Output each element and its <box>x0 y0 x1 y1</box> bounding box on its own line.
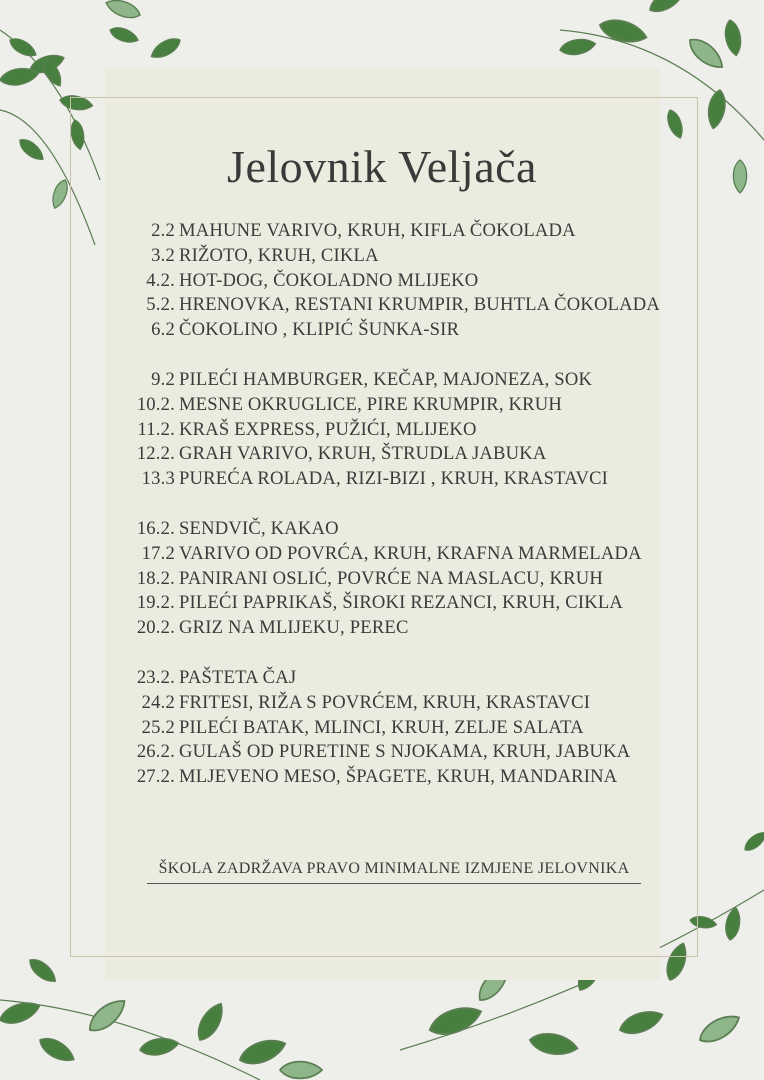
menu-dish: PAŠTETA ČAJ <box>179 666 297 688</box>
menu-dish: PUREĆA ROLADA, RIZI-BIZI , KRUH, KRASTAVCI <box>179 468 609 490</box>
menu-item <box>130 542 690 567</box>
menu-dish: VARIVO OD POVRĆA, KRUH, KRAFNA MARMELADA <box>179 542 642 564</box>
menu-date: 23.2. <box>136 666 175 688</box>
menu-item <box>130 567 690 592</box>
menu-date: 5.2. <box>146 294 175 316</box>
menu-dish: KRAŠ EXPRESS, PUŽIĆI, MLIJEKO <box>179 418 477 440</box>
menu-date: 27.2. <box>136 766 175 788</box>
menu-date: 19.2. <box>136 592 175 614</box>
menu-item <box>130 691 690 716</box>
menu-date: 6.2 <box>151 319 175 341</box>
menu-item <box>130 591 690 616</box>
menu-date: 20.2. <box>136 617 175 639</box>
menu-item <box>130 740 690 765</box>
menu-item <box>130 368 690 393</box>
menu-item <box>130 318 690 343</box>
menu-dish: HRENOVKA, RESTANI KRUMPIR, BUHTLA ČOKOLADA <box>179 294 661 316</box>
menu-date: 18.2. <box>136 567 175 589</box>
menu-date: 13.3 <box>141 468 175 490</box>
menu-item <box>130 616 690 641</box>
menu-dish: PANIRANI OSLIĆ, POVRĆE NA MASLACU, KRUH <box>179 567 603 589</box>
menu-item <box>130 293 690 318</box>
menu-date: 17.2 <box>141 542 175 564</box>
menu-dish: MAHUNE VARIVO, KRUH, KIFLA ČOKOLADA <box>179 220 576 241</box>
menu-date: 25.2 <box>141 716 175 738</box>
menu-dish: MLJEVENO MESO, ŠPAGETE, KRUH, MANDARINA <box>179 766 618 788</box>
menu-dish: FRITESI, RIŽA S POVRĆEM, KRUH, KRASTAVCI <box>179 691 591 713</box>
menu-date: 16.2. <box>136 517 175 539</box>
menu-dish: GRAH VARIVO, KRUH, ŠTRUDLA JABUKA <box>179 443 547 465</box>
menu-dish: ČOKOLINO , KLIPIĆ ŠUNKA-SIR <box>179 319 460 341</box>
menu-date: 2.2 <box>151 220 175 241</box>
menu-item <box>130 716 690 741</box>
menu-date: 11.2. <box>137 418 175 440</box>
menu-dish: PILEĆI BATAK, MLINCI, KRUH, ZELJE SALATA <box>179 716 584 738</box>
menu-item <box>130 666 690 691</box>
menu-item <box>130 467 690 492</box>
menu-item <box>130 418 690 443</box>
menu-item <box>130 269 690 294</box>
menu-dish: MESNE OKRUGLICE, PIRE KRUMPIR, KRUH <box>179 393 563 415</box>
menu-item <box>130 517 690 542</box>
menu-dish: GULAŠ OD PURETINE S NJOKAMA, KRUH, JABUKA <box>179 741 631 763</box>
menu-item <box>130 219 690 244</box>
menu-date: 12.2. <box>136 443 175 465</box>
menu-date: 9.2 <box>151 368 175 390</box>
week-1 <box>130 219 690 343</box>
menu-item <box>130 244 690 269</box>
menu-dish: HOT-DOG, ČOKOLADNO MLIJEKO <box>179 269 479 291</box>
menu-item <box>130 442 690 467</box>
menu-item <box>130 393 690 418</box>
menu-dish: PILEĆI PAPRIKAŠ, ŠIROKI REZANCI, KRUH, CIKLA <box>179 592 624 614</box>
menu-date: 4.2. <box>146 269 175 291</box>
menu-date: 10.2. <box>136 393 175 415</box>
menu-dish: SENDVIČ, KAKAO <box>179 517 339 539</box>
menu-item <box>130 765 690 790</box>
week-2 <box>130 368 690 492</box>
footer-note: ŠKOLA ZADRŽAVA PRAVO MINIMALNE IZMJENE JELOVNIKA <box>147 860 641 884</box>
menu-list <box>130 219 690 815</box>
menu-dish: GRIZ NA MLIJEKU, PEREC <box>179 617 409 639</box>
page-title: Jelovnik Veljača <box>227 141 537 192</box>
menu-dish: RIŽOTO, KRUH, CIKLA <box>179 244 379 266</box>
menu-date: 3.2 <box>151 244 175 266</box>
week-4 <box>130 666 690 790</box>
menu-dish: PILEĆI HAMBURGER, KEČAP, MAJONEZA, SOK <box>179 368 593 390</box>
menu-date: 24.2 <box>141 691 175 713</box>
week-3 <box>130 517 690 641</box>
menu-date: 26.2. <box>136 741 175 763</box>
